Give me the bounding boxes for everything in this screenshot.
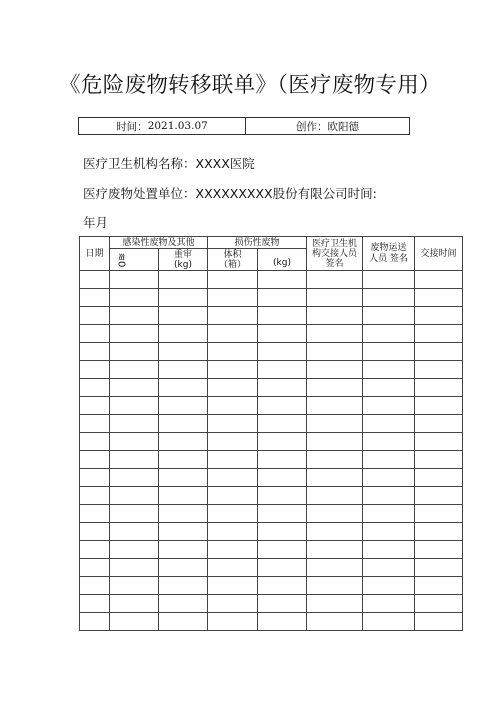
table-row — [80, 523, 463, 541]
table-cell[interactable] — [208, 451, 258, 469]
table-cell[interactable] — [363, 469, 415, 487]
table-cell[interactable] — [208, 523, 258, 541]
table-cell[interactable] — [363, 361, 415, 379]
table-cell[interactable] — [415, 343, 463, 361]
table-cell[interactable] — [159, 289, 208, 307]
table-cell[interactable] — [80, 595, 110, 613]
table-cell[interactable] — [80, 289, 110, 307]
table-cell[interactable] — [258, 523, 307, 541]
table-cell[interactable] — [110, 613, 159, 631]
table-row — [80, 379, 463, 397]
table-cell[interactable] — [307, 325, 363, 343]
table-cell[interactable] — [159, 541, 208, 559]
table-cell[interactable] — [208, 343, 258, 361]
table-cell[interactable] — [258, 487, 307, 505]
table-cell[interactable] — [415, 523, 463, 541]
table-cell[interactable] — [80, 469, 110, 487]
table-cell[interactable] — [208, 505, 258, 523]
table-row — [80, 577, 463, 595]
table-row — [80, 307, 463, 325]
meta-author-value: 欧阳德 — [327, 120, 359, 133]
table-cell[interactable] — [258, 505, 307, 523]
table-cell[interactable] — [307, 415, 363, 433]
table-cell[interactable] — [159, 487, 208, 505]
table-row — [80, 559, 463, 577]
table-cell[interactable] — [258, 397, 307, 415]
table-cell[interactable] — [258, 343, 307, 361]
table-cell[interactable] — [208, 307, 258, 325]
table-cell[interactable] — [363, 307, 415, 325]
meta-author-label: 创作： — [296, 120, 328, 133]
table-cell[interactable] — [363, 559, 415, 577]
table-cell[interactable] — [307, 361, 363, 379]
table-cell[interactable] — [110, 559, 159, 577]
table-cell[interactable] — [415, 433, 463, 451]
table-cell[interactable] — [159, 361, 208, 379]
table-cell[interactable] — [159, 433, 208, 451]
table-cell[interactable] — [415, 487, 463, 505]
header-infectious-symbol: ≋0 — [115, 252, 127, 267]
table-cell[interactable] — [363, 505, 415, 523]
table-cell[interactable] — [159, 307, 208, 325]
table-row — [80, 325, 463, 343]
header-handover-time: 交接时间 — [415, 237, 463, 271]
table-cell[interactable] — [80, 397, 110, 415]
table-cell[interactable] — [110, 343, 159, 361]
table-cell[interactable] — [415, 289, 463, 307]
table-row — [80, 541, 463, 559]
table-cell[interactable] — [159, 505, 208, 523]
table-cell[interactable] — [110, 325, 159, 343]
table-cell[interactable] — [159, 523, 208, 541]
table-cell[interactable] — [208, 469, 258, 487]
table-cell[interactable] — [363, 577, 415, 595]
table-cell[interactable] — [307, 577, 363, 595]
header-handover-text: 医疗卫生机构交接人员签名 — [311, 238, 357, 269]
table-row — [80, 271, 463, 289]
table-cell[interactable] — [258, 307, 307, 325]
table-cell[interactable] — [258, 361, 307, 379]
table-cell[interactable] — [80, 487, 110, 505]
table-cell[interactable] — [159, 451, 208, 469]
table-cell[interactable] — [159, 379, 208, 397]
table-cell[interactable] — [80, 577, 110, 595]
table-cell[interactable] — [208, 577, 258, 595]
table-cell[interactable] — [80, 379, 110, 397]
table-cell[interactable] — [80, 559, 110, 577]
document-title: 《危险废物转移联单》（医疗废物专用） — [59, 73, 441, 98]
table-cell[interactable] — [363, 613, 415, 631]
table-cell[interactable] — [258, 559, 307, 577]
table-cell[interactable] — [363, 325, 415, 343]
table-cell[interactable] — [415, 541, 463, 559]
table-cell[interactable] — [258, 541, 307, 559]
header-date: 日期 — [80, 237, 110, 271]
table-cell[interactable] — [208, 379, 258, 397]
table-cell[interactable] — [80, 307, 110, 325]
table-cell[interactable] — [307, 397, 363, 415]
table-cell[interactable] — [80, 505, 110, 523]
header-infectious: 感染性废物及其他 — [110, 237, 208, 249]
table-cell[interactable] — [110, 289, 159, 307]
table-cell[interactable] — [80, 613, 110, 631]
table-cell[interactable] — [208, 397, 258, 415]
table-cell[interactable] — [110, 523, 159, 541]
table-cell[interactable] — [208, 361, 258, 379]
table-cell[interactable] — [80, 361, 110, 379]
table-cell[interactable] — [415, 271, 463, 289]
table-cell[interactable] — [307, 613, 363, 631]
table-cell[interactable] — [208, 289, 258, 307]
table-cell[interactable] — [307, 289, 363, 307]
table-cell[interactable] — [415, 397, 463, 415]
table-cell[interactable] — [110, 541, 159, 559]
header-injury-volume: 体积 （箱） — [208, 249, 258, 271]
table-cell[interactable] — [258, 271, 307, 289]
table-cell[interactable] — [415, 613, 463, 631]
table-cell[interactable] — [307, 307, 363, 325]
table-cell[interactable] — [363, 487, 415, 505]
table-cell[interactable] — [363, 541, 415, 559]
table-cell[interactable] — [415, 577, 463, 595]
table-cell[interactable] — [159, 397, 208, 415]
table-cell[interactable] — [415, 379, 463, 397]
meta-time-label: 时间： — [116, 120, 148, 133]
table-cell[interactable] — [307, 343, 363, 361]
table-cell[interactable] — [363, 289, 415, 307]
table-row — [80, 487, 463, 505]
table-row — [80, 361, 463, 379]
table-cell[interactable] — [415, 469, 463, 487]
header-injury: 损伤性废物 — [208, 237, 307, 249]
table-row — [80, 397, 463, 415]
table-cell[interactable] — [110, 415, 159, 433]
table-cell[interactable] — [415, 559, 463, 577]
table-cell[interactable] — [208, 559, 258, 577]
table-row — [80, 613, 463, 631]
table-cell[interactable] — [110, 505, 159, 523]
meta-time — [79, 118, 246, 134]
table-cell[interactable] — [258, 451, 307, 469]
table-cell[interactable] — [208, 433, 258, 451]
table-cell[interactable] — [159, 325, 208, 343]
table-cell[interactable] — [208, 415, 258, 433]
table-cell[interactable] — [307, 451, 363, 469]
table-cell[interactable] — [307, 271, 363, 289]
table-cell[interactable] — [110, 469, 159, 487]
table-cell[interactable] — [415, 325, 463, 343]
table-cell[interactable] — [415, 307, 463, 325]
table-cell[interactable] — [307, 595, 363, 613]
table-cell[interactable] — [258, 469, 307, 487]
table-cell[interactable] — [110, 595, 159, 613]
table-cell[interactable] — [159, 469, 208, 487]
table-cell[interactable] — [307, 433, 363, 451]
table-cell[interactable] — [159, 559, 208, 577]
table-cell[interactable] — [363, 397, 415, 415]
table-header-row-1 — [80, 237, 463, 249]
meta-time-value: 2021.03.07 — [147, 120, 208, 132]
header-infectious-sub1 — [110, 249, 159, 271]
transfer-table — [79, 236, 463, 631]
table-row — [80, 415, 463, 433]
table-cell[interactable] — [307, 379, 363, 397]
table-cell[interactable] — [307, 523, 363, 541]
table-cell[interactable] — [110, 379, 159, 397]
table-cell[interactable] — [258, 577, 307, 595]
table-cell[interactable] — [258, 325, 307, 343]
disposal-unit-line: 医疗废物处置单位：XXXXXXXXX股份有限公司时间: — [83, 186, 377, 201]
table-cell[interactable] — [208, 595, 258, 613]
table-cell[interactable] — [159, 577, 208, 595]
institution-name-line: 医疗卫生机构名称：XXXX医院 — [83, 156, 255, 171]
table-cell[interactable] — [363, 523, 415, 541]
table-cell[interactable] — [80, 415, 110, 433]
table-cell[interactable] — [208, 541, 258, 559]
header-handover-signature — [307, 237, 363, 271]
meta-author — [246, 118, 409, 134]
table-cell[interactable] — [80, 541, 110, 559]
table-row — [80, 595, 463, 613]
page-bottom-margin — [70, 631, 470, 711]
table-row — [80, 343, 463, 361]
table-cell[interactable] — [258, 289, 307, 307]
table-cell[interactable] — [307, 487, 363, 505]
table-cell[interactable] — [363, 433, 415, 451]
table-cell[interactable] — [258, 379, 307, 397]
table-cell[interactable] — [80, 433, 110, 451]
table-cell[interactable] — [363, 451, 415, 469]
table-cell[interactable] — [415, 505, 463, 523]
table-cell[interactable] — [208, 325, 258, 343]
table-cell[interactable] — [258, 613, 307, 631]
table-cell[interactable] — [307, 505, 363, 523]
table-cell[interactable] — [159, 595, 208, 613]
table-cell[interactable] — [110, 451, 159, 469]
table-row — [80, 505, 463, 523]
table-cell[interactable] — [159, 415, 208, 433]
table-cell[interactable] — [415, 451, 463, 469]
table-cell[interactable] — [415, 595, 463, 613]
header-transport-text: 废物运送人员 签名 — [369, 242, 408, 264]
table-cell[interactable] — [159, 343, 208, 361]
table-cell[interactable] — [110, 307, 159, 325]
table-cell[interactable] — [159, 613, 208, 631]
table-cell[interactable] — [258, 433, 307, 451]
table-cell[interactable] — [80, 325, 110, 343]
table-cell[interactable] — [110, 577, 159, 595]
table-row — [80, 469, 463, 487]
table-row — [80, 451, 463, 469]
table-cell[interactable] — [80, 271, 110, 289]
header-infectious-weight: 重审 (kg) — [159, 249, 208, 271]
year-month-line: 年月 — [83, 215, 109, 230]
table-cell[interactable] — [110, 397, 159, 415]
table-cell[interactable] — [110, 361, 159, 379]
table-cell[interactable] — [363, 595, 415, 613]
table-cell[interactable] — [110, 487, 159, 505]
table-row — [80, 289, 463, 307]
meta-box — [78, 117, 410, 135]
table-cell[interactable] — [110, 271, 159, 289]
table-cell[interactable] — [208, 487, 258, 505]
table-cell[interactable] — [363, 415, 415, 433]
table-cell[interactable] — [208, 613, 258, 631]
header-transport-signature — [363, 237, 415, 271]
table-cell[interactable] — [363, 379, 415, 397]
table-cell[interactable] — [307, 469, 363, 487]
table-cell[interactable] — [258, 595, 307, 613]
table-cell[interactable] — [258, 415, 307, 433]
table-cell[interactable] — [415, 361, 463, 379]
table-cell[interactable] — [159, 271, 208, 289]
table-row — [80, 433, 463, 451]
table-cell[interactable] — [80, 343, 110, 361]
table-cell[interactable] — [307, 559, 363, 577]
table-cell[interactable] — [110, 433, 159, 451]
header-injury-weight: (kg) — [258, 249, 307, 271]
table-cell[interactable] — [80, 451, 110, 469]
table-cell[interactable] — [307, 541, 363, 559]
table-cell[interactable] — [415, 415, 463, 433]
table-cell[interactable] — [363, 343, 415, 361]
table-cell[interactable] — [363, 271, 415, 289]
table-cell[interactable] — [80, 523, 110, 541]
table-cell[interactable] — [208, 271, 258, 289]
